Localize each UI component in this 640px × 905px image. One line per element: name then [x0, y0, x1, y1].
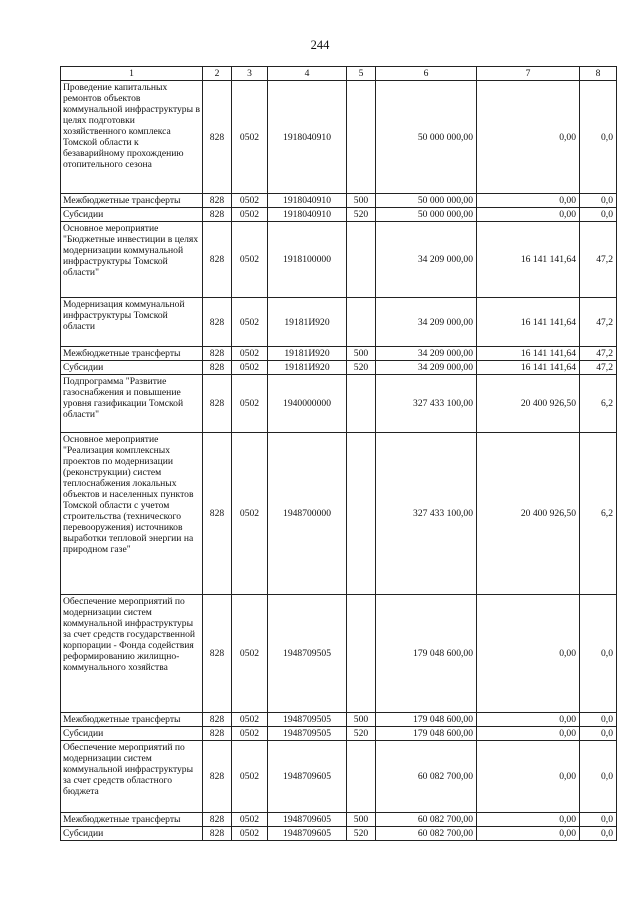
table-row [61, 194, 617, 208]
row-planned-amount: 327 433 100,00 [376, 433, 477, 595]
table-row [61, 595, 617, 713]
row-glava-code: 828 [203, 298, 232, 347]
row-actual-amount: 0,00 [477, 741, 580, 813]
row-target-code: 19181И920 [268, 361, 347, 375]
row-glava-code: 828 [203, 194, 232, 208]
table-row [61, 222, 617, 298]
row-glava-code: 828 [203, 713, 232, 727]
row-expense-type: 500 [347, 194, 376, 208]
row-expense-type: 520 [347, 727, 376, 741]
table-row [61, 347, 617, 361]
row-percent: 0,0 [580, 827, 617, 841]
row-percent: 0,0 [580, 194, 617, 208]
row-name: Субсидии [61, 827, 203, 841]
row-name: Основное мероприятие "Реализация комплексных проектов по модернизации (реконструкции) систем теплоснабжения локальных объектов и населенных пунктов Томской области с учетом строительства (технического перевооружения) источников выработки тепловой энергии на природном газе" [61, 433, 203, 595]
row-section-code: 0502 [232, 208, 268, 222]
row-percent: 0,0 [580, 813, 617, 827]
row-expense-type: 500 [347, 713, 376, 727]
column-header: 7 [477, 67, 580, 81]
row-expense-type [347, 595, 376, 713]
row-planned-amount: 179 048 600,00 [376, 713, 477, 727]
row-planned-amount: 50 000 000,00 [376, 81, 477, 194]
column-header: 3 [232, 67, 268, 81]
table-row [61, 81, 617, 194]
table-row [61, 208, 617, 222]
column-header: 2 [203, 67, 232, 81]
row-percent: 47,2 [580, 298, 617, 347]
row-target-code: 1948709505 [268, 713, 347, 727]
row-planned-amount: 34 209 000,00 [376, 361, 477, 375]
row-target-code: 1940000000 [268, 375, 347, 433]
row-target-code: 1948709605 [268, 741, 347, 813]
row-actual-amount: 0,00 [477, 813, 580, 827]
row-section-code: 0502 [232, 347, 268, 361]
row-name: Межбюджетные трансферты [61, 713, 203, 727]
row-planned-amount: 50 000 000,00 [376, 194, 477, 208]
row-section-code: 0502 [232, 827, 268, 841]
table-row [61, 375, 617, 433]
row-percent: 6,2 [580, 433, 617, 595]
row-actual-amount: 20 400 926,50 [477, 433, 580, 595]
row-section-code: 0502 [232, 813, 268, 827]
row-target-code: 1948709505 [268, 595, 347, 713]
row-expense-type [347, 433, 376, 595]
row-target-code: 1948709605 [268, 813, 347, 827]
row-target-code: 1948709505 [268, 727, 347, 741]
row-section-code: 0502 [232, 222, 268, 298]
row-glava-code: 828 [203, 433, 232, 595]
table-row [61, 433, 617, 595]
column-header: 8 [580, 67, 617, 81]
row-planned-amount: 34 209 000,00 [376, 222, 477, 298]
row-actual-amount: 0,00 [477, 713, 580, 727]
row-section-code: 0502 [232, 375, 268, 433]
row-target-code: 19181И920 [268, 347, 347, 361]
row-percent: 0,0 [580, 208, 617, 222]
row-percent: 0,0 [580, 713, 617, 727]
table-row [61, 741, 617, 813]
row-glava-code: 828 [203, 827, 232, 841]
row-glava-code: 828 [203, 595, 232, 713]
row-section-code: 0502 [232, 81, 268, 194]
table-row [61, 361, 617, 375]
column-header: 6 [376, 67, 477, 81]
row-planned-amount: 50 000 000,00 [376, 208, 477, 222]
row-planned-amount: 60 082 700,00 [376, 813, 477, 827]
row-actual-amount: 0,00 [477, 595, 580, 713]
row-actual-amount: 16 141 141,64 [477, 298, 580, 347]
row-planned-amount: 179 048 600,00 [376, 727, 477, 741]
row-section-code: 0502 [232, 433, 268, 595]
row-percent: 0,0 [580, 727, 617, 741]
row-percent: 6,2 [580, 375, 617, 433]
table-row [61, 727, 617, 741]
table-row [61, 827, 617, 841]
row-glava-code: 828 [203, 361, 232, 375]
row-glava-code: 828 [203, 375, 232, 433]
row-glava-code: 828 [203, 813, 232, 827]
row-glava-code: 828 [203, 347, 232, 361]
row-section-code: 0502 [232, 727, 268, 741]
row-glava-code: 828 [203, 208, 232, 222]
row-section-code: 0502 [232, 741, 268, 813]
row-percent: 0,0 [580, 595, 617, 713]
row-name: Модернизация коммунальной инфраструктуры Томской области [61, 298, 203, 347]
row-name: Межбюджетные трансферты [61, 813, 203, 827]
row-name: Подпрограмма "Развитие газоснабжения и повышение уровня газификации Томской области" [61, 375, 203, 433]
table-row [61, 713, 617, 727]
row-glava-code: 828 [203, 741, 232, 813]
budget-table [60, 66, 617, 841]
row-target-code: 1918040910 [268, 208, 347, 222]
row-planned-amount: 34 209 000,00 [376, 347, 477, 361]
row-name: Основное мероприятие "Бюджетные инвестиции в целях модернизации коммунальной инфраструктуры Томской области" [61, 222, 203, 298]
row-expense-type: 520 [347, 827, 376, 841]
row-actual-amount: 16 141 141,64 [477, 347, 580, 361]
row-section-code: 0502 [232, 713, 268, 727]
row-name: Субсидии [61, 361, 203, 375]
row-name: Обеспечение мероприятий по модернизации систем коммунальной инфраструктуры за счет средств государственной корпорации - Фонда содействия реформированию жилищно-коммунального хозяйства [61, 595, 203, 713]
row-section-code: 0502 [232, 298, 268, 347]
row-actual-amount: 20 400 926,50 [477, 375, 580, 433]
row-glava-code: 828 [203, 727, 232, 741]
row-name: Межбюджетные трансферты [61, 347, 203, 361]
row-actual-amount: 0,00 [477, 208, 580, 222]
row-planned-amount: 327 433 100,00 [376, 375, 477, 433]
column-number-row [61, 67, 617, 81]
row-actual-amount: 0,00 [477, 81, 580, 194]
row-percent: 47,2 [580, 222, 617, 298]
row-name: Обеспечение мероприятий по модернизации систем коммунальной инфраструктуры за счет средств областного бюджета [61, 741, 203, 813]
row-target-code: 1918040910 [268, 81, 347, 194]
row-name: Межбюджетные трансферты [61, 194, 203, 208]
table-row [61, 813, 617, 827]
column-header: 1 [61, 67, 203, 81]
row-expense-type [347, 375, 376, 433]
row-expense-type: 500 [347, 813, 376, 827]
row-actual-amount: 0,00 [477, 727, 580, 741]
page-number: 244 [310, 38, 330, 52]
row-target-code: 1948709605 [268, 827, 347, 841]
row-name: Субсидии [61, 208, 203, 222]
row-expense-type [347, 222, 376, 298]
row-planned-amount: 60 082 700,00 [376, 741, 477, 813]
row-percent: 0,0 [580, 741, 617, 813]
row-section-code: 0502 [232, 194, 268, 208]
row-section-code: 0502 [232, 361, 268, 375]
row-target-code: 19181И920 [268, 298, 347, 347]
row-target-code: 1918100000 [268, 222, 347, 298]
row-planned-amount: 34 209 000,00 [376, 298, 477, 347]
row-expense-type [347, 81, 376, 194]
row-expense-type: 520 [347, 361, 376, 375]
row-percent: 47,2 [580, 347, 617, 361]
column-header: 4 [268, 67, 347, 81]
row-section-code: 0502 [232, 595, 268, 713]
row-actual-amount: 0,00 [477, 827, 580, 841]
row-percent: 0,0 [580, 81, 617, 194]
row-expense-type [347, 741, 376, 813]
row-actual-amount: 0,00 [477, 194, 580, 208]
row-planned-amount: 179 048 600,00 [376, 595, 477, 713]
column-header: 5 [347, 67, 376, 81]
row-actual-amount: 16 141 141,64 [477, 361, 580, 375]
row-glava-code: 828 [203, 81, 232, 194]
row-planned-amount: 60 082 700,00 [376, 827, 477, 841]
row-expense-type: 520 [347, 208, 376, 222]
row-actual-amount: 16 141 141,64 [477, 222, 580, 298]
row-glava-code: 828 [203, 222, 232, 298]
row-name: Проведение капитальных ремонтов объектов коммунальной инфраструктуры в целях подготовки хозяйственного комплекса Томской области к безаварийному прохождению отопительного сезона [61, 81, 203, 194]
row-name: Субсидии [61, 727, 203, 741]
row-expense-type: 500 [347, 347, 376, 361]
table-row [61, 298, 617, 347]
row-percent: 47,2 [580, 361, 617, 375]
row-target-code: 1948700000 [268, 433, 347, 595]
row-expense-type [347, 298, 376, 347]
row-target-code: 1918040910 [268, 194, 347, 208]
